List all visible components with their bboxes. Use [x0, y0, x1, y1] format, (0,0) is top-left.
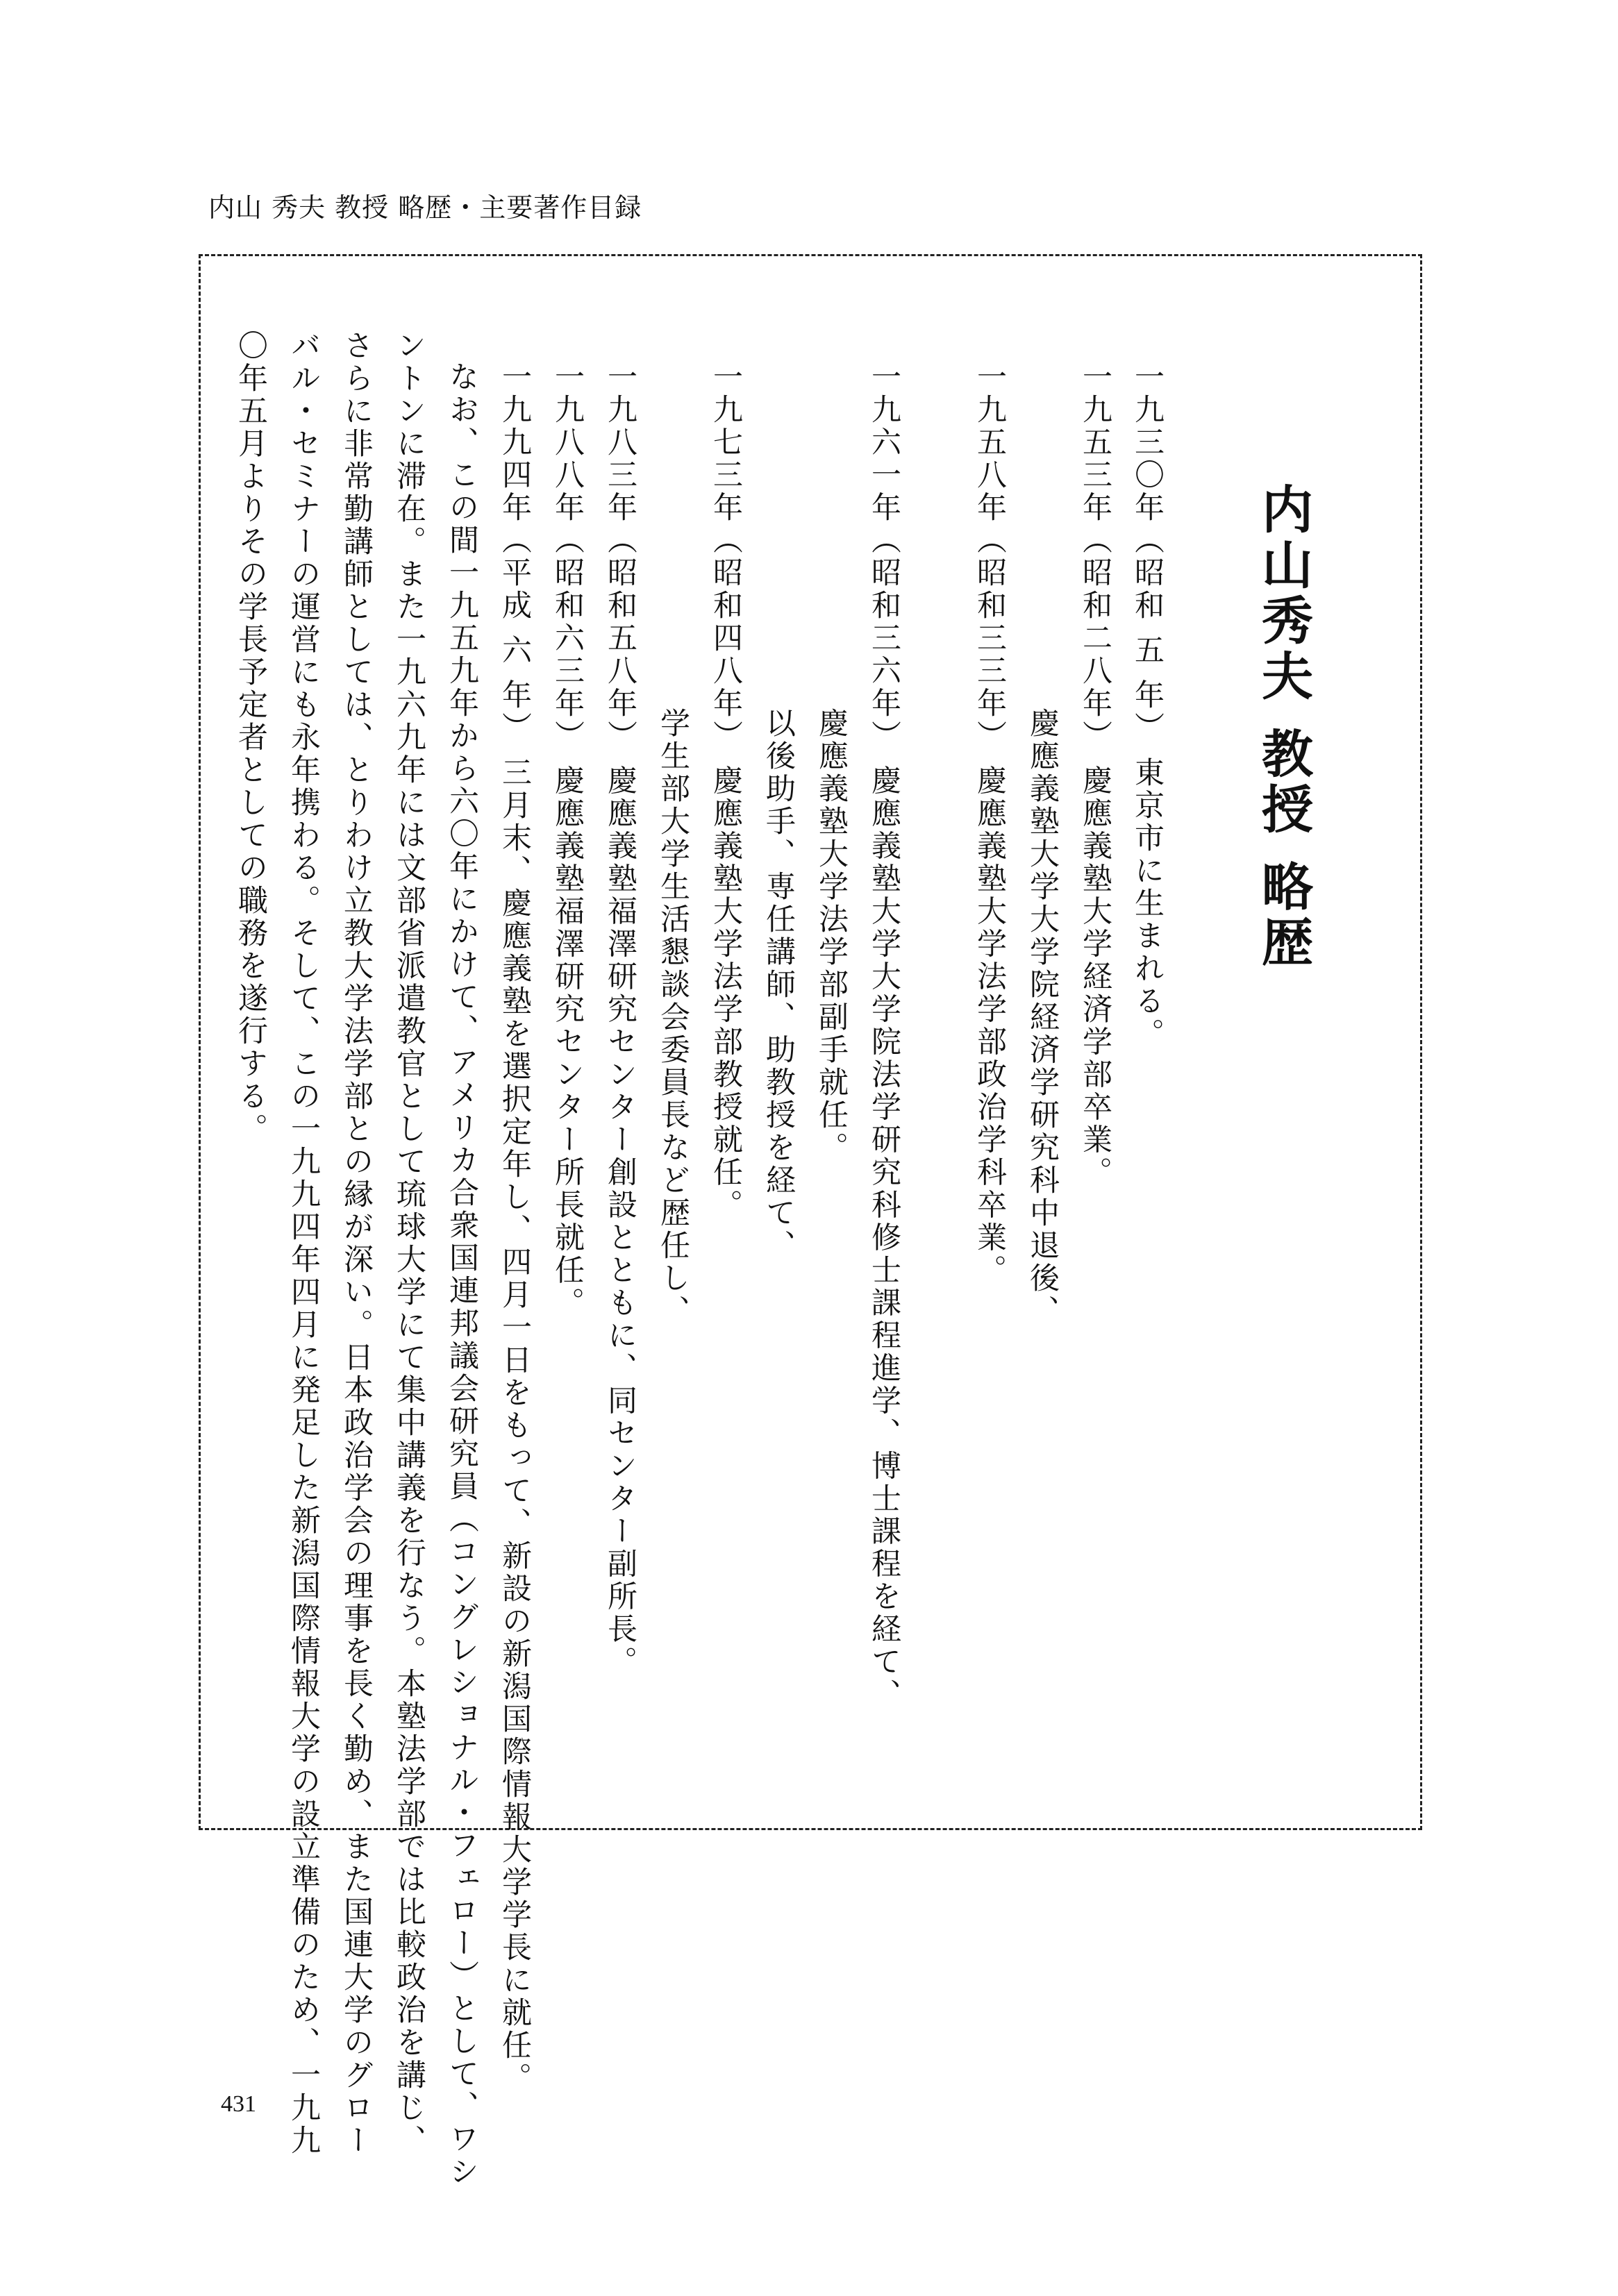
biography-frame [199, 254, 1422, 1830]
bio-entry-1930: 一九三〇年（昭和 五 年） 東京市に生まれる。 [1130, 361, 1165, 1051]
bio-entry-1961-cont2: 以後助手、専任講師、助教授を経て、 [761, 707, 796, 1262]
bio-entry-1953: 一九五三年（昭和二八年） 慶應義塾大学経済学部卒業。 [1078, 361, 1112, 1189]
bio-entry-1983: 一九八三年（昭和五八年） 慶應義塾福澤研究センター創設とともに、同センター副所長。 [603, 361, 637, 1679]
bio-entry-1961-cont: 慶應義塾大学法学部副手就任。 [814, 707, 849, 1164]
bio-entry-1988: 一九八八年（昭和六三年） 慶應義塾福澤研究センター所長就任。 [550, 361, 585, 1320]
bio-note-line-3: さらに非常勤講師としては、とりわけ立教大学法学部との縁が深い。日本政治学会の理事を長く勤め、また国連大学のグロー [339, 330, 374, 2157]
running-header: 内山 秀夫 教授 略歴・主要著作目録 [208, 192, 642, 223]
bio-entry-1973-cont: 学生部大学生活懇談会委員長など歴任し、 [656, 707, 690, 1327]
bio-note-line-1: なお、この間一九五九年から六〇年にかけて、アメリカ合衆国連邦議会研究員（コングレショナル・フェロー）として、ワシ [444, 361, 479, 2188]
bio-entry-1958: 一九五八年（昭和三三年） 慶應義塾大学法学部政治学科卒業。 [972, 361, 1007, 1287]
bio-entry-1953-cont: 慶應義塾大学大学院経済学研究科中退後、 [1025, 707, 1060, 1327]
bio-note-line-2: ントンに滞在。また一九六九年には文部省派遣教官として琉球大学にて集中講義を行なう。本塾法学部では比較政治を講じ、 [392, 330, 426, 2157]
bio-note-line-4: バル・セミナーの運営にも永年携わる。そして、この一九九四年四月に発足した新潟国際情報大学の設立準備のため、一九九 [286, 330, 321, 2157]
bio-entry-1994: 一九九四年（平成 六 年） 三月末、慶應義塾を選択定年し、四月一日をもって、新設の新潟国際情報大学学長に就任。 [497, 361, 532, 2095]
bio-note-line-5: 〇年五月よりその学長予定者としての職務を遂行する。 [233, 330, 268, 1146]
page-number: 431 [221, 2091, 256, 2117]
biography-title: 内山秀夫 教授 略歴 [1253, 483, 1313, 971]
bio-entry-1973: 一九七三年（昭和四八年） 慶應義塾大学法学部教授就任。 [708, 361, 743, 1222]
bio-entry-1961: 一九六一年（昭和三六年） 慶應義塾大学大学院法学研究科修士課程進学、博士課程を経て、 [867, 361, 901, 1711]
